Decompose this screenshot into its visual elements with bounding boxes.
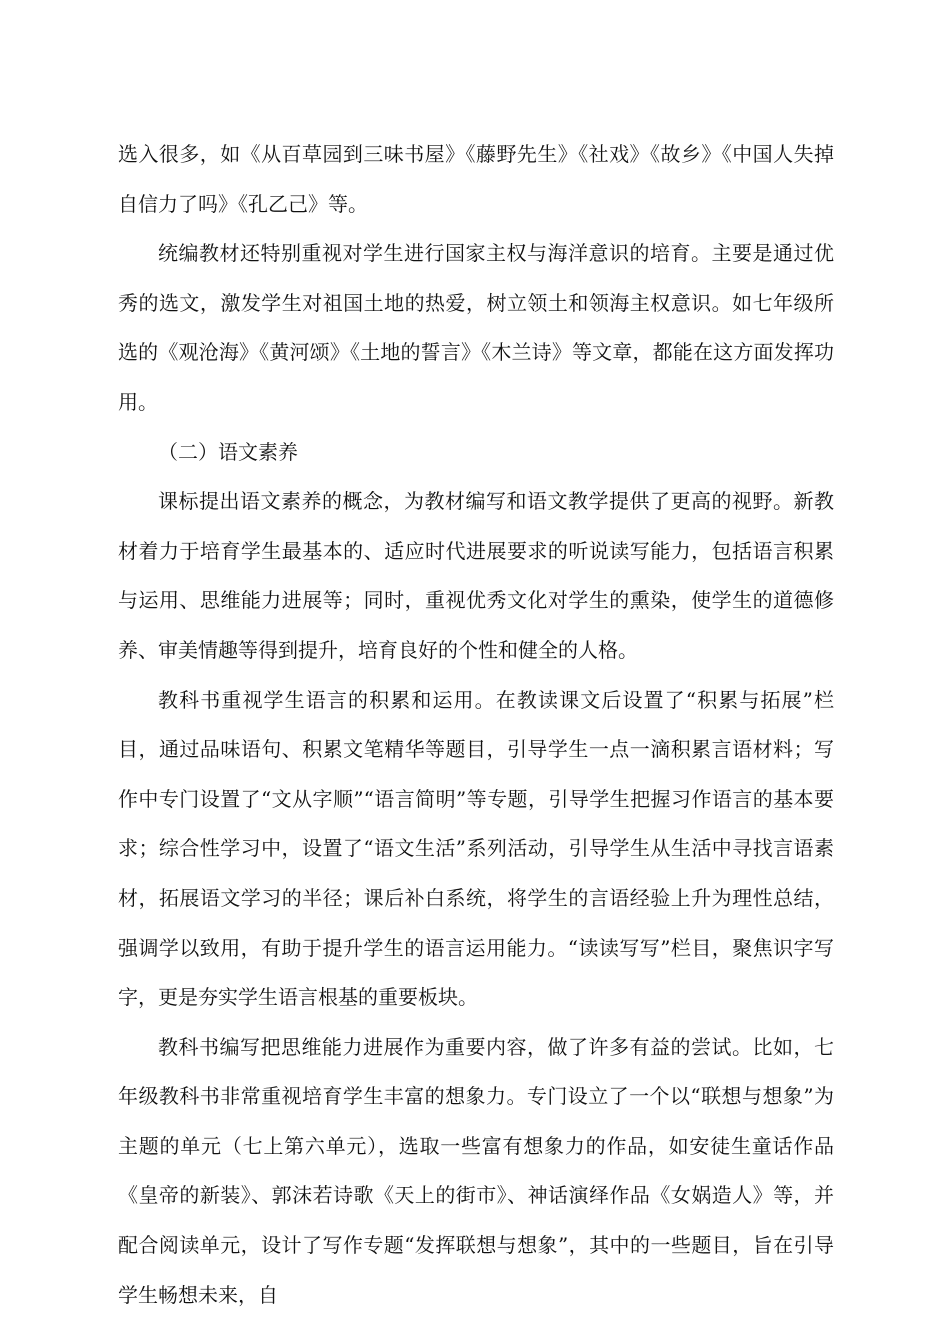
paragraph-thinking-ability: 教科书编写把思维能力进展作为重要内容，做了许多有益的尝试。比如，七年级教科书非常重视培育学生丰富的想象力。专门设立了一个以“联想与想象”为主题的单元（七上第六单元），选取一些富有想象力的作品，如安徒生童话作品《皇帝的新装》、郭沫若诗歌《天上的街市》、神话演绎作品《女娲造人》等，并配合阅读单元，设计了写作专题“发挥联想与想象”，其中的一些题目，旨在引导学生畅想未来，自 [118,1034,834,1307]
paragraph-language-accumulation: 教科书重视学生语言的积累和运用。在教读课文后设置了“积累与拓展”栏目，通过品味语句、积累文笔精华等题目，引导学生一点一滴积累言语材料；写作中专门设置了“文从字顺”“语言简明”等专题，引导学生把握习作语言的基本要求；综合性学习中，设置了“语文生活”系列活动，引导学生从生活中寻找言语素材，拓展语文学习的半径；课后补白系统，将学生的言语经验上升为理性总结，强调学以致用，有助于提升学生的语言运用能力。“读读写写”栏目，聚焦识字写字，更是夯实学生语言根基的重要板块。 [118,687,834,1010]
section-heading-literacy: （二）语文素养 [158,439,298,464]
paragraph-literacy-concept: 课标提出语文素养的概念，为教材编写和语文教学提供了更高的视野。新教材着力于培育学生最基本的、适应时代进展要求的听说读写能力，包括语言积累与运用、思维能力进展等；同时，重视优秀文化对学生的熏染，使学生的道德修养、审美情趣等得到提升，培育良好的个性和健全的人格。 [118,489,834,662]
document-body [118,130,834,1320]
paragraph-continuation: 选入很多，如《从百草园到三味书屋》《藤野先生》《社戏》《故乡》《中国人失掉自信力了吗》《孔乙己》等。 [118,142,834,216]
paragraph-sovereignty: 统编教材还特别重视对学生进行国家主权与海洋意识的培育。主要是通过优秀的选文，激发学生对祖国土地的热爱，树立领土和领海主权意识。如七年级所选的《观沧海》《黄河颂》《土地的誓言》《木兰诗》等文章，都能在这方面发挥功用。 [118,241,834,414]
